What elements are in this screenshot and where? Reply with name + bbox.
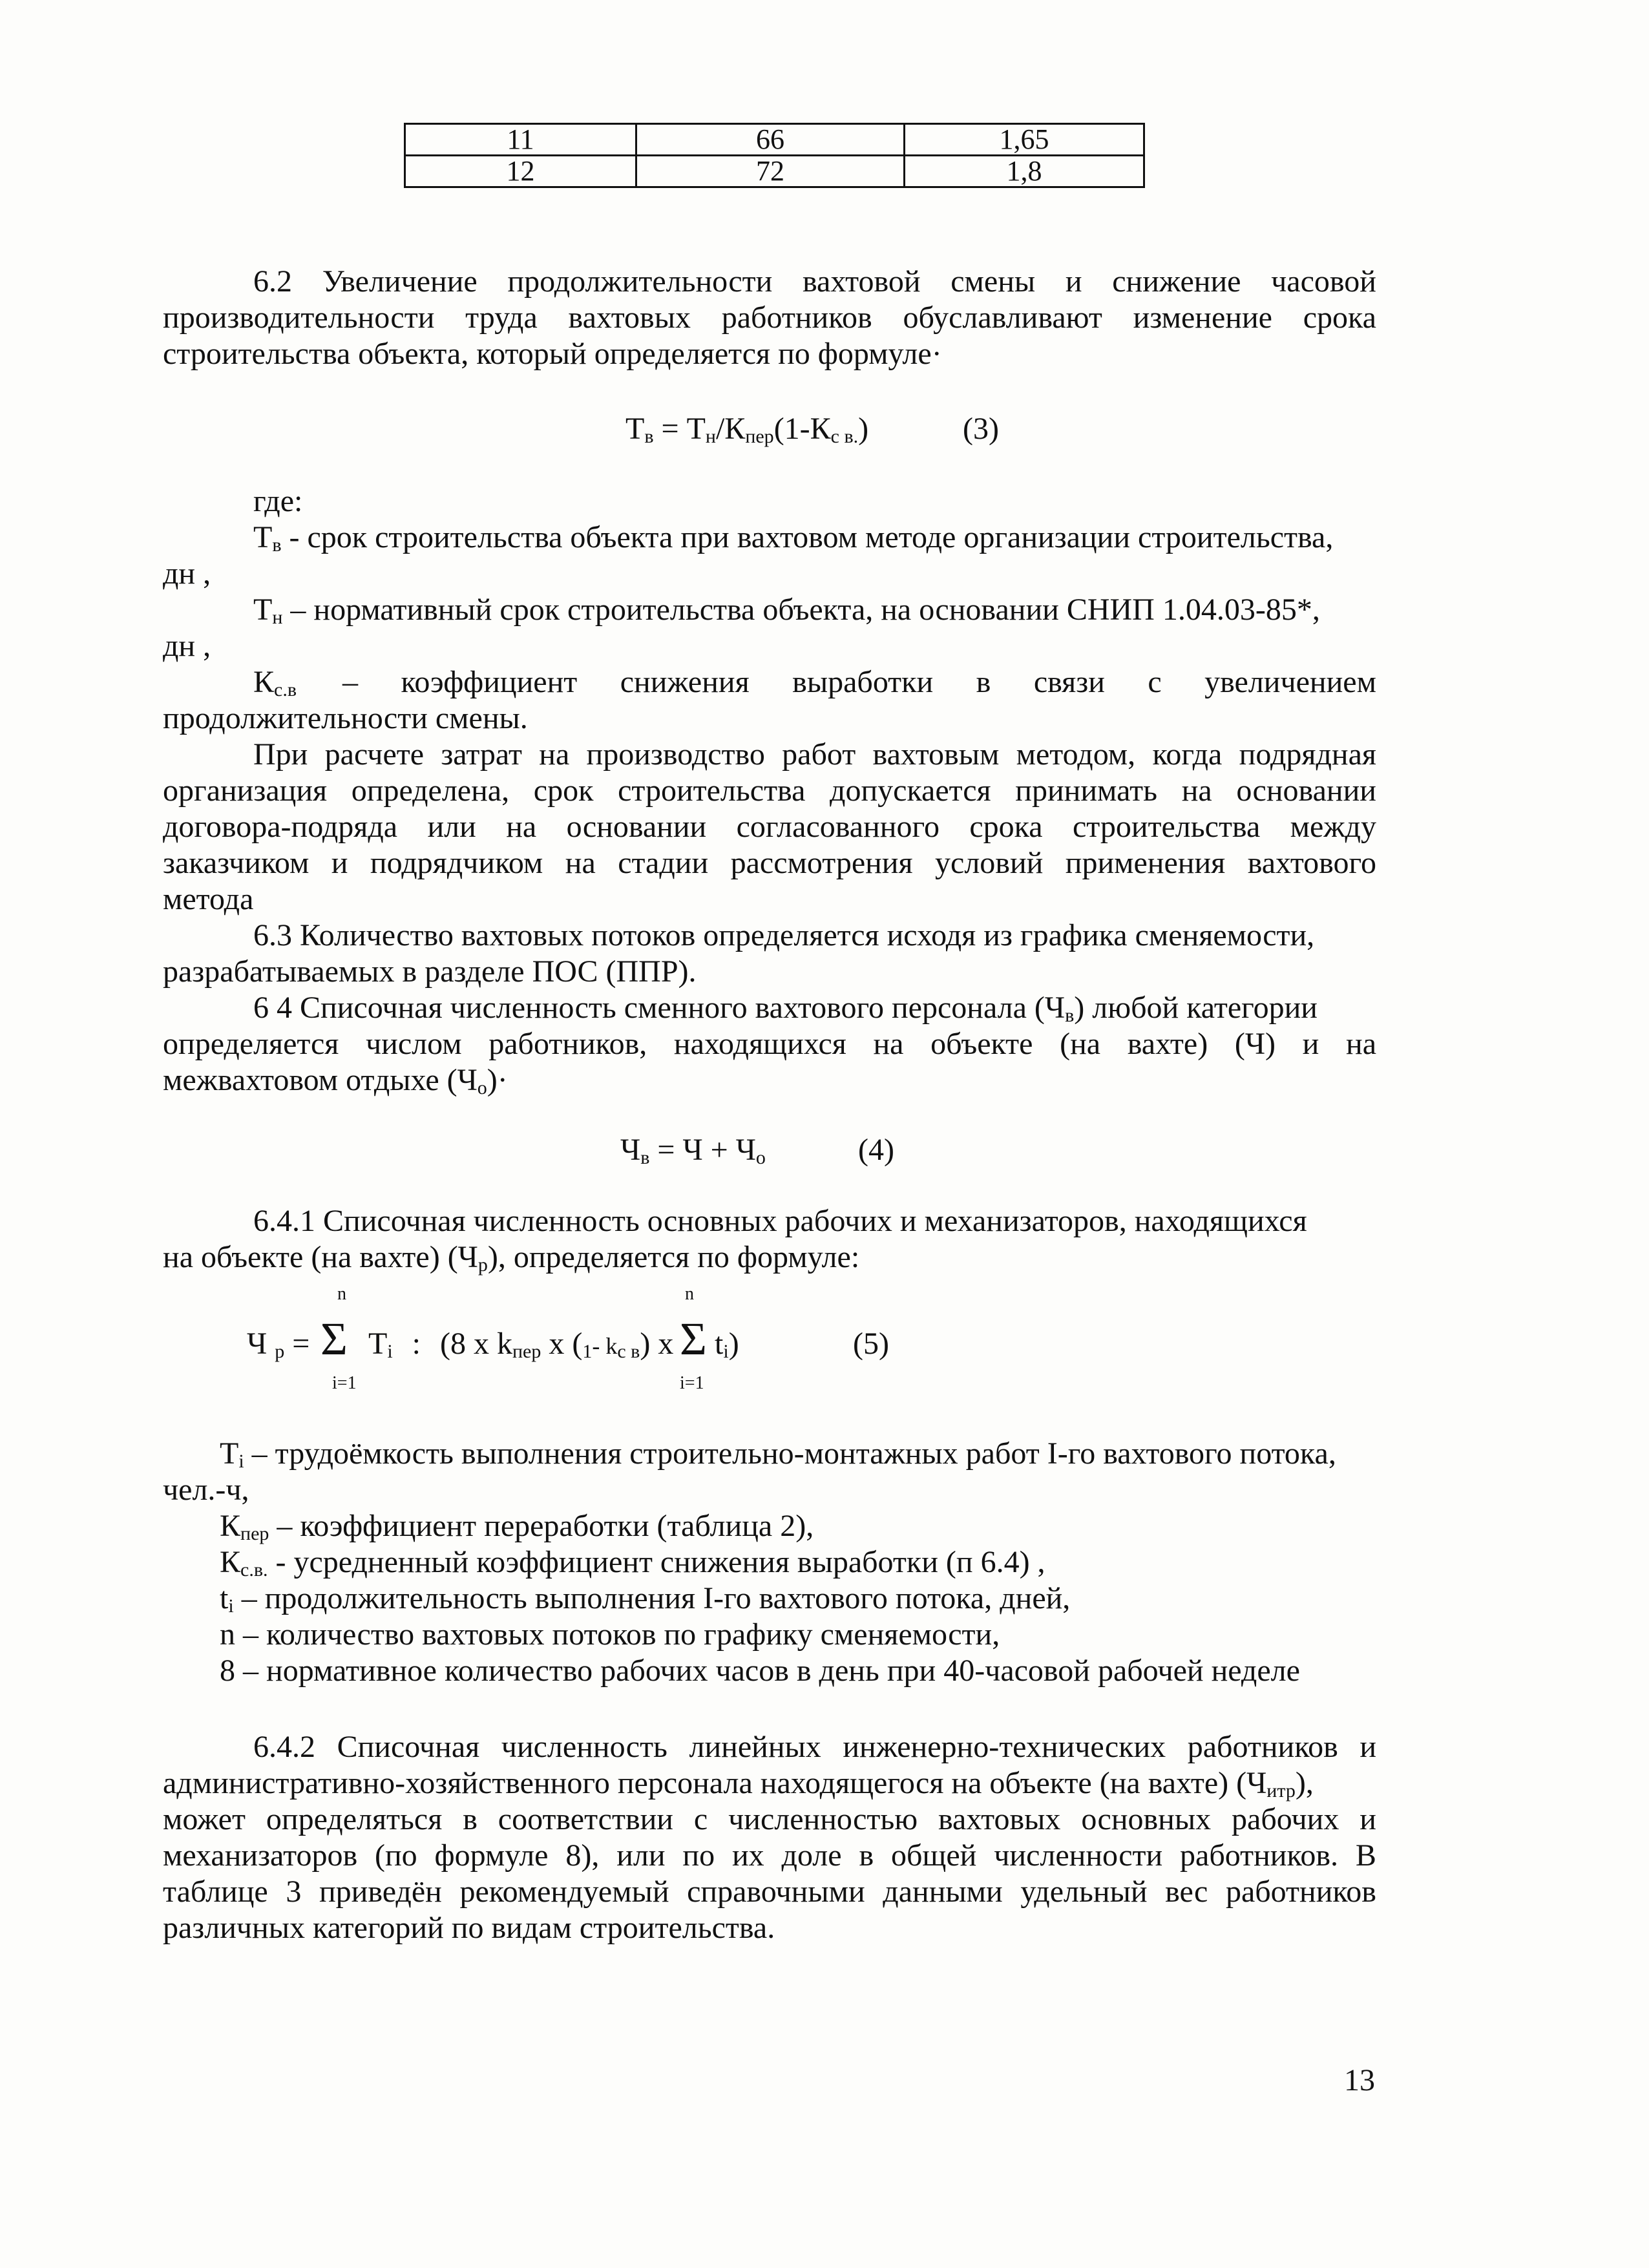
formula-sub: пер bbox=[512, 1341, 541, 1362]
word: таблице bbox=[163, 1874, 268, 1909]
paragraph-6-4-1-line-1: 6.4.1 Списочная численность основных рабочих и механизаторов, находящихся bbox=[253, 1204, 1307, 1238]
text: ), bbox=[1295, 1766, 1314, 1800]
legend-kper bbox=[220, 1508, 814, 1544]
formula-part: Ч bbox=[620, 1133, 641, 1167]
word: определяться bbox=[266, 1802, 443, 1836]
word: на bbox=[1346, 1027, 1376, 1061]
formula-part: ) bbox=[858, 412, 869, 446]
def-tn-unit: дн , bbox=[163, 629, 211, 663]
word: работ bbox=[782, 737, 856, 772]
formula-3-number: (3) bbox=[963, 412, 999, 446]
word: организация bbox=[163, 773, 328, 808]
paragraph-6-2-line-2 bbox=[163, 300, 1376, 336]
sub: итр bbox=[1266, 1780, 1296, 1801]
def-text: - срок строительства объекта при вахтовом методе организации строительства, bbox=[281, 520, 1334, 554]
paragraph-6-3-line-2: разрабатываемых в разделе ПОС (ППР). bbox=[163, 954, 697, 989]
def-kcv-line-2: продолжительности смены. bbox=[163, 701, 528, 735]
word: с bbox=[693, 1802, 708, 1836]
sub: в bbox=[1065, 1005, 1075, 1026]
paragraph-6-4-2-line-2 bbox=[163, 1765, 1314, 1801]
word: методом, bbox=[1016, 737, 1136, 772]
text: 6 4 Списочная численность сменного вахтового персонала (Ч bbox=[253, 991, 1066, 1025]
table-cell: 12 bbox=[405, 156, 636, 187]
formula-part: ) bbox=[728, 1327, 739, 1361]
word: производство bbox=[586, 737, 765, 772]
paragraph-6-4-1-line-2 bbox=[163, 1239, 859, 1276]
symbol-sub: і bbox=[228, 1595, 234, 1617]
word: вахтовой bbox=[803, 264, 921, 299]
word: формуле bbox=[434, 1838, 549, 1873]
paragraph-6-4-line-3 bbox=[163, 1062, 508, 1098]
def-tn bbox=[253, 592, 1320, 628]
formula-3 bbox=[625, 411, 868, 447]
word: В bbox=[1355, 1838, 1376, 1873]
word: заказчиком bbox=[163, 846, 310, 880]
paragraph-6-2-line-3: строительства объекта, который определяется по формуле· bbox=[163, 337, 942, 371]
paragraph-6-4-2-line-1 bbox=[253, 1729, 1376, 1765]
formula-4 bbox=[620, 1132, 766, 1168]
table-cell: 1,8 bbox=[905, 156, 1144, 187]
word: числом bbox=[366, 1027, 462, 1061]
paragraph-calc-line-3 bbox=[163, 809, 1376, 845]
word: допускается bbox=[830, 773, 991, 808]
legend-kcv bbox=[220, 1544, 1045, 1580]
symbol: К bbox=[220, 1545, 241, 1579]
word: срока bbox=[1303, 300, 1376, 335]
formula-part: t bbox=[715, 1327, 724, 1361]
word: вахтовых bbox=[568, 300, 691, 335]
word: Увеличение bbox=[322, 264, 478, 299]
word: вахтовым bbox=[872, 737, 1000, 772]
symbol-sub: пер bbox=[240, 1523, 269, 1544]
where-label: где: bbox=[253, 484, 303, 518]
formula-sub: с в bbox=[617, 1341, 640, 1362]
paragraph-6-4-2-line-3 bbox=[163, 1801, 1376, 1838]
word: в bbox=[859, 1838, 874, 1873]
word: на bbox=[1181, 773, 1212, 808]
text: )· bbox=[487, 1063, 508, 1097]
formula-part: /К bbox=[715, 412, 746, 446]
word: рабочих bbox=[1232, 1802, 1339, 1836]
word: расчете bbox=[324, 737, 425, 772]
word: затрат bbox=[441, 737, 522, 772]
formula-5-tail bbox=[715, 1326, 739, 1362]
word: соответствии bbox=[498, 1802, 673, 1836]
symbol: t bbox=[220, 1581, 229, 1615]
word: основных bbox=[1081, 1802, 1212, 1836]
formula-part: (1-К bbox=[773, 412, 831, 446]
formula-part: Ч bbox=[247, 1327, 268, 1361]
word: срок bbox=[533, 773, 594, 808]
word: и bbox=[1360, 1802, 1376, 1836]
legend-ti-unit: чел.-ч, bbox=[163, 1473, 249, 1507]
word: на bbox=[565, 846, 596, 880]
word: срока bbox=[969, 810, 1043, 844]
word: применения bbox=[1065, 846, 1226, 880]
legend-n: n – количество вахтовых потоков по графику сменяемости, bbox=[220, 1617, 1000, 1652]
word: доле bbox=[781, 1838, 842, 1873]
word: численностью bbox=[728, 1802, 918, 1836]
word: снижения bbox=[620, 665, 750, 699]
paragraph-6-2-line-1 bbox=[253, 264, 1376, 300]
word: Списочная bbox=[337, 1730, 480, 1764]
formula-part: Т bbox=[368, 1327, 388, 1361]
word: снижение bbox=[1112, 264, 1241, 299]
paragraph-calc-line-5: метода bbox=[163, 882, 254, 916]
formula-part: - k bbox=[592, 1333, 618, 1359]
word: вахтового bbox=[1247, 846, 1376, 880]
word: основании bbox=[566, 810, 707, 844]
word: увеличением bbox=[1204, 665, 1376, 699]
table-row bbox=[405, 124, 1144, 156]
word: часовой bbox=[1271, 264, 1376, 299]
word: работников, bbox=[488, 1027, 647, 1061]
formula-part: = Ч + Ч bbox=[649, 1133, 756, 1167]
word: находящихся bbox=[673, 1027, 846, 1061]
def-text: – коэффициент переработки (таблица 2), bbox=[269, 1509, 814, 1543]
word: – bbox=[342, 665, 358, 699]
text: межвахтовом отдыхе (Ч bbox=[163, 1063, 478, 1097]
paragraph-6-4-2-line-4 bbox=[163, 1838, 1376, 1874]
symbol: Т bbox=[220, 1436, 239, 1471]
word: условий bbox=[935, 846, 1044, 880]
symbol: К bbox=[253, 665, 275, 699]
formula-sub: о bbox=[755, 1147, 766, 1168]
formula-sub: с в. bbox=[830, 426, 859, 447]
paragraph-calc-line-4 bbox=[163, 845, 1376, 881]
formula-part: x ( bbox=[549, 1327, 583, 1361]
word: на bbox=[873, 1027, 904, 1061]
text: ) любой категории bbox=[1074, 991, 1318, 1025]
word: 8), bbox=[565, 1838, 600, 1873]
word: на bbox=[506, 810, 537, 844]
symbol: Т bbox=[253, 593, 273, 627]
word: коэффициент bbox=[401, 665, 578, 699]
word: труда bbox=[465, 300, 538, 335]
symbol: К bbox=[220, 1509, 241, 1543]
formula-5-top-n-2: n bbox=[685, 1284, 694, 1304]
table-row bbox=[405, 156, 1144, 187]
word: производительности bbox=[163, 300, 435, 335]
formula-sub: в bbox=[640, 1147, 650, 1168]
formula-4-number: (4) bbox=[858, 1133, 894, 1167]
symbol-sub: в bbox=[272, 534, 282, 556]
formula-part: (8 x k bbox=[440, 1327, 512, 1361]
symbol: Т bbox=[253, 520, 273, 554]
paragraph-6-4-line-2 bbox=[163, 1026, 1376, 1062]
def-tv bbox=[253, 520, 1333, 556]
formula-part: = Т bbox=[653, 412, 706, 446]
word: договора-подряда bbox=[163, 810, 398, 844]
word: общей bbox=[890, 1838, 977, 1873]
formula-5-middle bbox=[368, 1326, 673, 1364]
table-cell: 72 bbox=[636, 156, 905, 187]
word: работников bbox=[721, 300, 872, 335]
legend-ti bbox=[220, 1436, 1336, 1472]
word: или bbox=[427, 810, 476, 844]
paragraph-calc-line-1 bbox=[253, 737, 1376, 773]
def-tv-unit: дн , bbox=[163, 556, 211, 591]
symbol-sub: і bbox=[238, 1451, 244, 1472]
def-text: – трудоёмкость выполнения строительно-монтажных работ І-го вахтового потока, bbox=[244, 1436, 1336, 1471]
formula-5-bottom-2: і=1 bbox=[680, 1373, 704, 1393]
def-text: - усредненный коэффициент снижения выработки (п 6.4) , bbox=[268, 1545, 1045, 1579]
word: между bbox=[1290, 810, 1376, 844]
word: когда bbox=[1152, 737, 1223, 772]
word: их bbox=[731, 1838, 764, 1873]
word: или bbox=[616, 1838, 666, 1873]
word: (по bbox=[375, 1838, 417, 1873]
word: может bbox=[163, 1802, 246, 1836]
word: линейных bbox=[689, 1730, 821, 1764]
word: приведён bbox=[319, 1874, 442, 1909]
text: на объекте (на вахте) (Ч bbox=[163, 1240, 478, 1274]
top-table bbox=[404, 123, 1145, 188]
word: 3 bbox=[286, 1874, 302, 1909]
word: основании bbox=[1236, 773, 1376, 808]
formula-5-top-n-1: n bbox=[337, 1284, 346, 1304]
word: работников. bbox=[1180, 1838, 1339, 1873]
paragraph-6-3-line-1: 6.3 Количество вахтовых потоков определяется исходя из графика сменяемости, bbox=[253, 918, 1315, 952]
formula-sub: 1 bbox=[582, 1341, 593, 1362]
word: При bbox=[253, 737, 308, 772]
def-kcv-line-1 bbox=[342, 664, 1376, 700]
word: (Ч) bbox=[1234, 1027, 1276, 1061]
word: на bbox=[539, 737, 570, 772]
word: изменение bbox=[1133, 300, 1272, 335]
legend-t bbox=[220, 1580, 1070, 1617]
word: объекте bbox=[930, 1027, 1033, 1061]
word: инженерно-технических bbox=[843, 1730, 1166, 1764]
word: вахте) bbox=[1127, 1027, 1208, 1061]
word: численности bbox=[994, 1838, 1163, 1873]
formula-part: = bbox=[292, 1327, 310, 1361]
word: рассмотрения bbox=[730, 846, 913, 880]
word: механизаторов bbox=[163, 1838, 358, 1873]
word: по bbox=[682, 1838, 715, 1873]
word: работников bbox=[1187, 1730, 1338, 1764]
word: и bbox=[331, 846, 348, 880]
sigma-symbol-2: Σ bbox=[680, 1313, 707, 1365]
word: удельный bbox=[1020, 1874, 1148, 1909]
paragraph-6-4-line-1 bbox=[253, 990, 1318, 1026]
word: (на bbox=[1060, 1027, 1101, 1061]
formula-part: ) x bbox=[640, 1327, 674, 1361]
formula-5-bottom-1: і=1 bbox=[332, 1373, 357, 1393]
symbol-sub: н bbox=[272, 607, 283, 628]
def-text: – нормативный срок строительства объекта, на основании СНИП 1.04.03-85*, bbox=[282, 593, 1320, 627]
word: согласованного bbox=[736, 810, 940, 844]
word: в bbox=[463, 1802, 478, 1836]
sub: о bbox=[477, 1077, 487, 1098]
symbol-sub: с.в. bbox=[240, 1559, 268, 1580]
def-kcv-symbol bbox=[253, 664, 297, 700]
formula-part: Т bbox=[625, 412, 645, 446]
formula-5 bbox=[247, 1326, 310, 1362]
sub: р bbox=[478, 1254, 488, 1276]
word: вахтовых bbox=[938, 1802, 1061, 1836]
sigma-symbol-1: Σ bbox=[320, 1313, 348, 1365]
formula-sub: р bbox=[275, 1341, 285, 1362]
word: справочными bbox=[687, 1874, 865, 1909]
word: продолжительности bbox=[507, 264, 773, 299]
formula-sub: і bbox=[387, 1341, 393, 1362]
word: и bbox=[1360, 1730, 1376, 1764]
legend-eight: 8 – нормативное количество рабочих часов в день при 40-часовой рабочей неделе bbox=[220, 1654, 1300, 1688]
word: подрядная bbox=[1239, 737, 1376, 772]
word: работников bbox=[1225, 1874, 1376, 1909]
formula-sub: пер bbox=[745, 426, 774, 447]
word: строительства bbox=[1072, 810, 1261, 844]
paragraph-6-4-2-line-5 bbox=[163, 1874, 1376, 1910]
word: рекомендуемый bbox=[459, 1874, 669, 1909]
table-cell: 11 bbox=[405, 124, 636, 156]
word: 6.4.2 bbox=[253, 1730, 315, 1764]
word: в bbox=[976, 665, 991, 699]
table-cell: 66 bbox=[636, 124, 905, 156]
word: данными bbox=[883, 1874, 1003, 1909]
word: вес bbox=[1165, 1874, 1208, 1909]
paragraph-6-4-2-line-6: различных категорий по видам строительства. bbox=[163, 1911, 775, 1945]
formula-part: : bbox=[412, 1327, 421, 1361]
symbol-sub: с.в bbox=[274, 679, 297, 700]
word: принимать bbox=[1015, 773, 1158, 808]
word: связи bbox=[1033, 665, 1105, 699]
formula-5-number: (5) bbox=[853, 1327, 889, 1361]
word: обуславливают bbox=[903, 300, 1102, 335]
table-cell: 1,65 bbox=[905, 124, 1144, 156]
word: с bbox=[1148, 665, 1162, 699]
word: смены bbox=[951, 264, 1036, 299]
page-number: 13 bbox=[1344, 2063, 1375, 2097]
def-text: – продолжительность выполнения І-го вахтового потока, дней, bbox=[233, 1581, 1071, 1615]
word: и bbox=[1302, 1027, 1319, 1061]
formula-sub: в bbox=[644, 426, 654, 447]
formula-sub: н bbox=[705, 426, 716, 447]
word: подрядчиком bbox=[370, 846, 543, 880]
word: и bbox=[1065, 264, 1082, 299]
paragraph-calc-line-2 bbox=[163, 773, 1376, 809]
text: ), определяется по формуле: bbox=[487, 1240, 860, 1274]
word: 6.2 bbox=[253, 264, 292, 299]
formula-sub: і bbox=[723, 1341, 729, 1362]
word: определена, bbox=[351, 773, 510, 808]
text: административно-хозяйственного персонала находящегося на объекте (на вахте) (Ч bbox=[163, 1766, 1267, 1800]
word: строительства bbox=[618, 773, 806, 808]
word: выработки bbox=[792, 665, 934, 699]
word: численность bbox=[501, 1730, 667, 1764]
word: определяется bbox=[163, 1027, 339, 1061]
word: стадии bbox=[618, 846, 709, 880]
